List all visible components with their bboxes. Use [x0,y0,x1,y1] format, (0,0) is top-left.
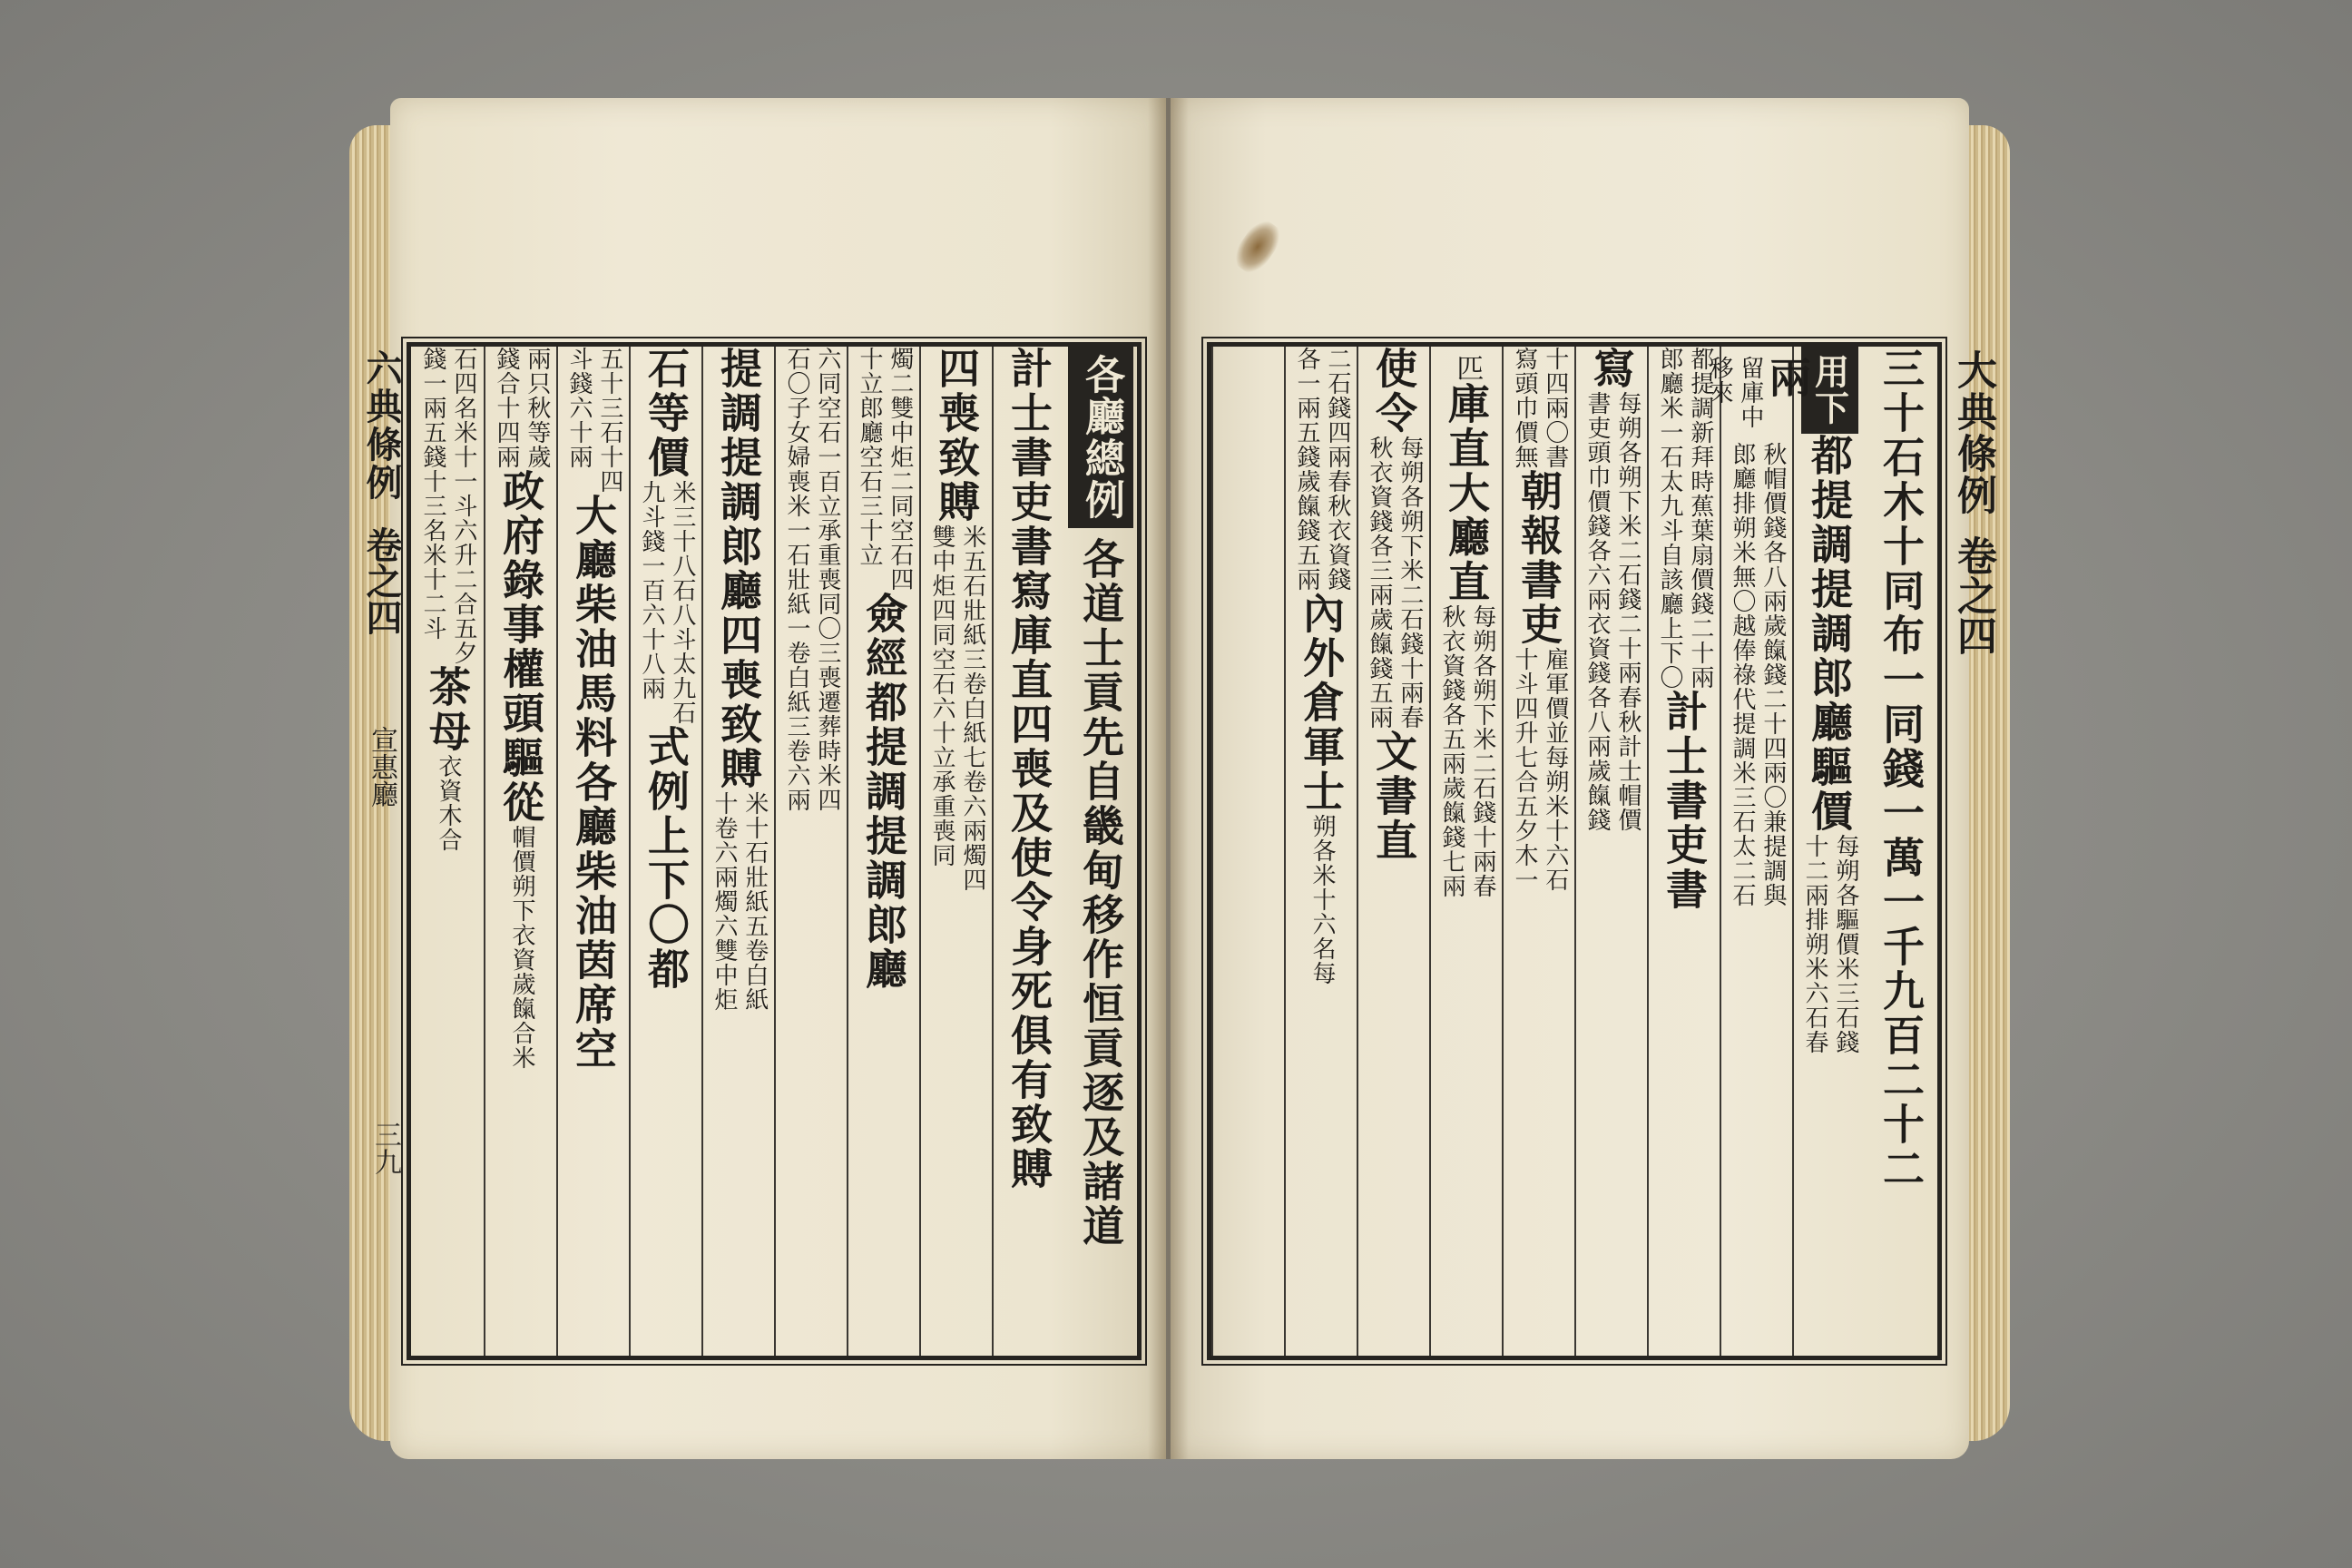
right-col-10 [1211,347,1284,1356]
note: 十四兩〇書 [1541,347,1569,469]
note: 五十三石十四 [595,347,623,494]
left-col-5-notes [710,791,768,1012]
note: 留庫中 [1736,356,1764,429]
left-col-2-notes [492,347,550,469]
right-col-5 [1574,347,1647,1356]
right-col-7-notes [1437,604,1495,898]
note: 每朔各驅價米三石錢 [1831,834,1859,1054]
note: 燭二雙中炬二同空石四 [886,347,914,592]
left-col-4-text: 石等價 [642,347,691,480]
left-col-4-notes [637,480,695,725]
note: 兩只秋等歲 [523,347,551,469]
left-col-3-text: 大廳柴油馬料各廳柴油茵席空 [569,494,618,1072]
note: 雙中炬四同空石六十立承重喪同 [928,524,956,867]
left-col-8-text: 四喪致賻 [932,347,981,524]
right-col-9-notes [1292,347,1350,592]
note: 十斗四升七合五夕木一 [1511,647,1538,892]
left-volume-label: 卷之四 [360,526,403,635]
left-col-2-text: 政府錄事權頭驅從 [496,469,545,825]
left-col-4-tail: 式例上下〇都 [642,725,691,992]
right-col-7-head: 匹 [1451,354,1484,382]
right-col-8-notes [1365,436,1423,730]
right-col-4 [1647,347,1720,1356]
right-col-4-text: 計士書吏書 [1660,690,1709,912]
right-col-2-notes [1800,834,1858,1054]
left-col-2-tail: 帽價朔下衣資歲餼合米 [507,825,535,1070]
left-col-6 [774,347,847,1356]
note: 雇軍價並每朔米十六石 [1541,647,1569,892]
right-section-label: 用下 [1801,347,1858,434]
right-col-3 [1706,347,1812,1356]
left-col-label [1064,347,1137,1356]
left-col-7 [847,347,919,1356]
right-margin-title: 大典條例 [1950,349,1996,516]
left-margin-title: 六典條例 [360,349,403,502]
note: 秋帽價錢各八兩歲餼錢二十四兩〇兼提調與 [1759,442,1787,907]
right-col-9 [1284,347,1357,1356]
left-col-1-tail: 衣資木合 [434,754,462,852]
left-col-1-text: 茶母 [423,665,472,754]
left-col-1-notes [418,347,476,665]
left-col-7-notes [855,347,913,592]
right-col-5-notes [1583,391,1641,832]
right-col-6 [1502,347,1574,1356]
right-text-frame [1207,342,1942,1360]
note: 郎廳米一石太九斗自該廳上下〇 [1656,347,1683,690]
note: 都提調新拜時蕉葉扇價錢二十兩 [1686,347,1714,690]
right-col-8-extra: 文書直 [1369,730,1418,863]
right-col-7 [1429,347,1502,1356]
right-col-3-head [1705,356,1812,429]
right-col-1-text: 三十石木十同布一同錢一萬一千九百二十二 [1877,347,1926,1191]
right-col-6-notes [1510,347,1568,469]
note: 米五石壯紙三卷白紙七卷六兩燭四 [958,524,986,892]
note: 米十石壯紙五卷白紙 [740,791,769,1012]
left-col-2 [484,347,556,1356]
left-col-8 [919,347,992,1356]
left-text-frame [407,342,1142,1360]
right-col-3-big: 兩 [1762,356,1812,400]
right-col-7-text: 庫直大廳直 [1442,382,1491,604]
left-col-8-notes [927,524,985,892]
note: 九斗錢一百六十八兩 [638,480,665,701]
note: 書吏頭巾價錢各六兩衣資錢各八兩歲餼錢 [1583,391,1611,832]
note: 秋衣資錢各五兩歲餼錢七兩 [1438,604,1465,898]
left-col-9 [992,347,1064,1356]
right-col-1 [1865,347,1937,1356]
left-col-3 [556,347,629,1356]
left-col-5-text: 提調提調郎廳四喪致賻 [714,347,763,791]
right-col-8-text: 使令 [1369,347,1418,436]
left-col-5 [701,347,774,1356]
left-folio-number: 三九 [369,1121,401,1175]
right-col-2 [1792,347,1865,1356]
note: 秋衣資錢各三兩歲餼錢五兩 [1366,436,1393,730]
note: 每朔各朔下米二石錢二十兩春秋計士帽價 [1613,391,1642,832]
note: 斗錢六十兩 [565,347,593,469]
right-col-3-notes [1728,442,1786,907]
left-col-10-text: 各道士貢先自畿甸移作恒貢逐及諸道 [1076,537,1125,1249]
note: 米三十八石八斗太九石 [668,480,696,725]
right-volume-label: 卷之四 [1950,535,1996,655]
left-col-3-notes [564,347,622,494]
note: 十卷六兩燭六雙中炬 [710,791,738,1012]
note: 十立郎廳空石三十立 [856,347,883,567]
right-col-5-text: 寫 [1587,347,1636,391]
left-col-9-text: 計士書吏書寫庫直四喪及使令身死俱有致賻 [1004,347,1054,1191]
left-col-6-notes [782,347,840,812]
right-col-8 [1357,347,1429,1356]
book-gutter [1148,98,1189,1459]
left-col-4 [629,347,701,1356]
note: 錢一兩五錢十三名米十二斗 [419,347,446,641]
section-label-box: 各廳總例 [1068,347,1133,528]
right-col-2-text: 都提調提調郎廳驅價 [1805,434,1854,834]
right-col-6-notes-b [1510,647,1568,892]
note: 各一兩五錢歲餼錢五兩 [1293,347,1320,592]
left-office-label: 宣惠廳 [366,726,397,808]
note: 錢合十四兩 [493,347,520,469]
note: 二石錢四兩春秋衣資錢 [1323,347,1351,592]
left-col-1 [411,347,484,1356]
note: 每朔各朔下米二石錢十兩春 [1396,436,1424,730]
right-col-9-text: 內外倉軍士 [1297,592,1346,814]
note: 石〇子女婦喪米一石壯紙一卷白紙三卷六兩 [783,347,810,812]
note: 六同空石一百立承重喪同〇三喪遷葬時米四 [813,347,841,812]
note: 每朔各朔下米二石錢十兩春 [1468,604,1496,898]
left-col-7-text: 僉經都提調提調郎廳 [859,592,908,992]
note: 郎廳排朔米無〇越俸祿代提調米三石太二石 [1729,442,1756,907]
note: 寫頭巾價無 [1511,347,1538,469]
right-col-6-text: 朝報書吏 [1514,469,1563,647]
note: 石四名米十一斗六升二合五夕 [449,347,477,665]
note: 十二兩排朔米六石春 [1801,834,1828,1054]
note: 移來 [1706,356,1733,405]
right-col-4-notes [1655,347,1713,690]
right-col-9-tail: 朔各米十六名每 [1308,814,1336,985]
